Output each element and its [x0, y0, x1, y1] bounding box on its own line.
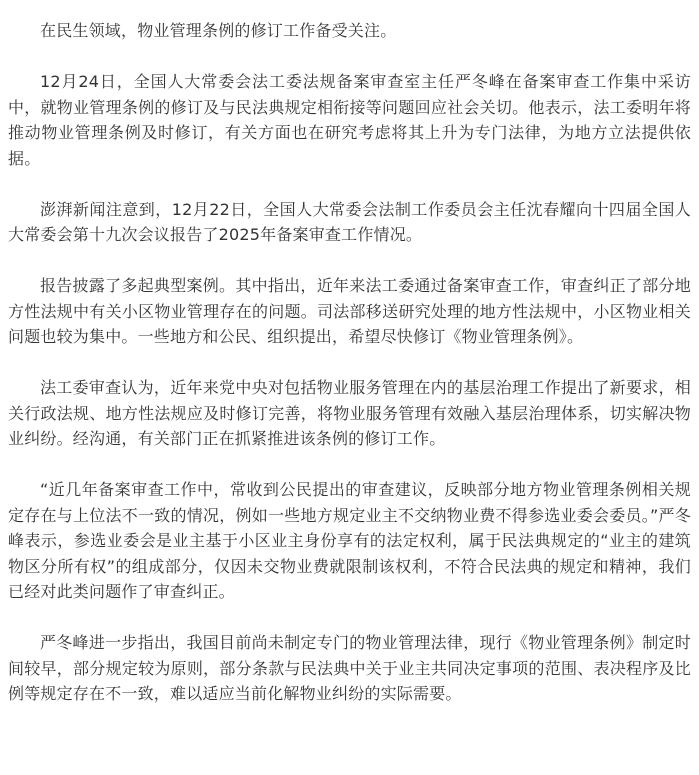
paragraph-intro: 在民生领域，物业管理条例的修订工作备受关注。 [40, 21, 397, 40]
paragraph-further-remarks: 严冬峰进一步指出，我国目前尚未制定专门的物业管理法律，现行《物业管理条例》制定时间较早，部分规定较为原则，部分条款与民法典中关于业主共同决定事项的范围、表决程序及比例等规定存在不一致，难以适应当前化解物业纠纷的实际需要。 [8, 633, 691, 703]
paragraph-quote: “近几年备案审查工作中，常收到公民提出的审查建议，反映部分地方物业管理条例相关规定存在与上位法不一致的情况，例如一些地方规定业主不交纳物业费不得参选业委会委员。”严冬峰表示，参选业委会是业主基于小区业主身份享有的法定权利，属于民法典规定的“业主的建筑物区分所有权”的组成部分，仅因未交物业费就限制该权利，不符合民法典的规定和精神，我们已经对此类问题作了审查纠正。 [8, 480, 691, 601]
paragraph-report-notice: 澎湃新闻注意到，12月22日，全国人大常委会法制工作委员会主任沈春耀向十四届全国人大常委会第十九次会议报告了2025年备案审查工作情况。 [8, 199, 691, 244]
paragraph-typical-cases: 报告披露了多起典型案例。其中指出，近年来法工委通过备案审查工作，审查纠正了部分地方性法规中有关小区物业管理存在的问题。司法部移送研究处理的地方性法规中，小区物业相关问题也较为集中。一些地方和公民、组织提出，希望尽快修订《物业管理条例》。 [8, 276, 691, 346]
article-body [8, 18, 691, 707]
paragraph-review-opinion: 法工委审查认为，近年来党中央对包括物业服务管理在内的基层治理工作提出了新要求，相关行政法规、地方性法规应及时修订完善，将物业服务管理有效融入基层治理体系，切实解决物业纠纷。经沟通，有关部门正在抓紧推进该条例的修订工作。 [8, 378, 691, 448]
paragraph-interview: 12月24日，全国人大常委会法工委法规备案审查室主任严冬峰在备案审查工作集中采访中，就物业管理条例的修订及与民法典规定相衔接等问题回应社会关切。他表示，法工委明年将推动物业管理条例及时修订，有关方面也在研究考虑将其上升为专门法律，为地方立法提供依据。 [8, 72, 691, 168]
